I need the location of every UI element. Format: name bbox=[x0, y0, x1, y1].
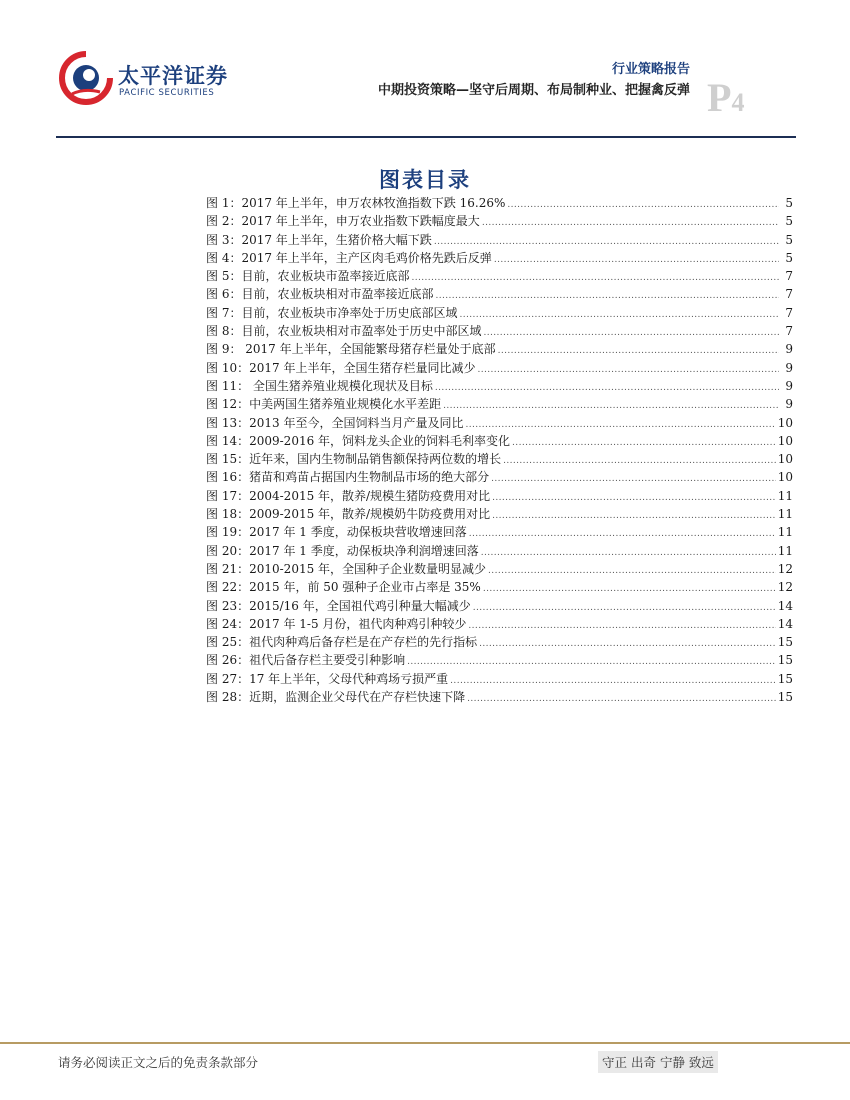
toc-entry-label: 图 24：2017 年 1-5 月份，祖代肉种鸡引种较少 bbox=[206, 616, 467, 631]
footer-divider bbox=[0, 1042, 850, 1044]
toc-entry-page: 11 bbox=[777, 543, 793, 558]
toc-entry-label: 图 8：目前，农业板块相对市盈率处于历史中部区域 bbox=[206, 324, 482, 339]
toc-dot-leader bbox=[494, 251, 779, 265]
brand-name-en: PACIFIC SECURITIES bbox=[119, 88, 215, 98]
toc-entry-label: 图 6：目前，农业板块相对市盈率接近底部 bbox=[206, 287, 434, 302]
toc-entry[interactable] bbox=[206, 285, 793, 303]
toc-entry-label: 图 22：2015 年，前 50 强种子企业市占率是 35% bbox=[206, 580, 481, 595]
toc-title: 图表目录 bbox=[379, 168, 471, 192]
toc-entry[interactable] bbox=[206, 231, 793, 249]
toc-entry-page: 10 bbox=[777, 415, 793, 430]
toc-entry-page: 15 bbox=[777, 690, 793, 705]
toc-entry-page: 11 bbox=[777, 525, 793, 540]
toc-entry-page: 9 bbox=[785, 397, 793, 412]
toc-entry-label: 图 20：2017 年 1 季度，动保板块净利润增速回落 bbox=[206, 543, 479, 558]
toc-dot-leader bbox=[492, 507, 776, 521]
pacific-securities-logo-icon bbox=[58, 48, 114, 106]
toc-entry-label: 图 18：2009-2015 年，散养/规模奶牛防疫费用对比 bbox=[206, 507, 491, 522]
toc-entry[interactable] bbox=[206, 194, 793, 212]
toc-dot-leader bbox=[507, 196, 779, 210]
toc-entry[interactable] bbox=[206, 395, 793, 413]
toc-entry-label: 图 3：2017 年上半年，生猪价格大幅下跌 bbox=[206, 232, 432, 247]
toc-entry-page: 15 bbox=[777, 671, 793, 686]
toc-entry[interactable] bbox=[206, 359, 793, 377]
toc-dot-leader bbox=[483, 580, 776, 594]
toc-entry-label: 图 1：2017 年上半年，申万农林牧渔指数下跌 16.26% bbox=[206, 196, 506, 210]
toc-dot-leader bbox=[488, 562, 776, 576]
toc-entry-page: 15 bbox=[777, 635, 793, 650]
toc-entry-label: 图 5：目前，农业板块市盈率接近底部 bbox=[206, 269, 410, 284]
brand-name-cn: 太平洋证券 bbox=[118, 64, 228, 88]
toc-entry-page: 11 bbox=[777, 507, 793, 522]
toc-entry[interactable] bbox=[206, 560, 793, 578]
toc-entry-page: 7 bbox=[785, 305, 793, 320]
toc-entry[interactable] bbox=[206, 615, 793, 633]
toc-entry-label: 图 7：目前，农业板块市净率处于历史底部区域 bbox=[206, 305, 458, 320]
toc-entry[interactable] bbox=[206, 651, 793, 669]
toc-dot-leader bbox=[477, 361, 779, 375]
toc-dot-leader bbox=[450, 672, 776, 686]
toc-entry[interactable] bbox=[206, 414, 793, 432]
toc-entry-page: 15 bbox=[777, 653, 793, 668]
header-divider bbox=[56, 136, 796, 138]
toc-entry[interactable] bbox=[206, 212, 793, 230]
toc-entry-label: 图 15：近年来，国内生物制品销售额保持两位数的增长 bbox=[206, 452, 502, 467]
toc-entry-page: 14 bbox=[777, 616, 793, 631]
page-number bbox=[707, 74, 744, 121]
toc-entry-label: 图 14：2009-2016 年，饲料龙头企业的饲料毛利率变化 bbox=[206, 433, 511, 448]
toc-entry-page: 5 bbox=[785, 250, 793, 265]
toc-dot-leader bbox=[459, 306, 779, 320]
toc-dot-leader bbox=[435, 379, 779, 393]
toc-dot-leader bbox=[407, 653, 776, 667]
toc-dot-leader bbox=[492, 489, 776, 503]
toc-entry-page: 9 bbox=[785, 360, 793, 375]
toc-dot-leader bbox=[435, 287, 779, 301]
toc-entry-label: 图 26：祖代后备存栏主要受引种影响 bbox=[206, 653, 406, 668]
toc-entry-label: 图 16：猪苗和鸡苗占据国内生物制品市场的绝大部分 bbox=[206, 470, 490, 485]
toc-entry-label: 图 17：2004-2015 年，散养/规模生猪防疫费用对比 bbox=[206, 488, 491, 503]
company-logo bbox=[58, 48, 228, 106]
toc-entry-label: 图 2：2017 年上半年，申万农业指数下跌幅度最大 bbox=[206, 214, 480, 229]
toc-entry-label: 图 25：祖代肉种鸡后备存栏是在产存栏的先行指标 bbox=[206, 635, 478, 650]
toc-entry[interactable] bbox=[206, 487, 793, 505]
toc-entry-label: 图 28：近期，监测企业父母代在产存栏快速下降 bbox=[206, 690, 466, 705]
toc-entry-label: 图 23：2015/16 年，全国祖代鸡引种量大幅减少 bbox=[206, 598, 471, 613]
toc-entry-label: 图 11： 全国生猪养殖业规模化现状及目标 bbox=[206, 378, 433, 393]
toc-entry[interactable] bbox=[206, 670, 793, 688]
toc-entry-page: 10 bbox=[777, 433, 793, 448]
report-title: 中期投资策略—坚守后周期、布局制种业、把握禽反弹 bbox=[377, 83, 690, 98]
toc-dot-leader bbox=[473, 599, 776, 613]
toc-entry[interactable] bbox=[206, 377, 793, 395]
toc-entry[interactable] bbox=[206, 523, 793, 541]
toc-entry[interactable] bbox=[206, 633, 793, 651]
toc-entry[interactable] bbox=[206, 578, 793, 596]
toc-entry[interactable] bbox=[206, 322, 793, 340]
toc-dot-leader bbox=[479, 635, 776, 649]
toc-dot-leader bbox=[469, 525, 776, 539]
toc-entry[interactable] bbox=[206, 542, 793, 560]
toc-dot-leader bbox=[443, 397, 779, 411]
toc-entry-page: 5 bbox=[785, 232, 793, 247]
toc-entry-page: 5 bbox=[785, 214, 793, 229]
page-letter: P bbox=[707, 75, 732, 120]
toc-entry[interactable] bbox=[206, 505, 793, 523]
toc-entry[interactable] bbox=[206, 468, 793, 486]
toc-entry[interactable] bbox=[206, 249, 793, 267]
toc-dot-leader bbox=[467, 690, 776, 704]
toc-entry-page: 7 bbox=[785, 269, 793, 284]
toc-entry-label: 图 10：2017 年上半年，全国生猪存栏量同比减少 bbox=[206, 360, 476, 375]
toc-dot-leader bbox=[411, 269, 779, 283]
figure-toc-list bbox=[206, 194, 793, 706]
toc-dot-leader bbox=[512, 434, 776, 448]
toc-entry-page: 7 bbox=[785, 324, 793, 339]
toc-entry-label: 图 4：2017 年上半年，主产区肉毛鸡价格先跌后反弹 bbox=[206, 250, 492, 265]
toc-entry-page: 7 bbox=[785, 287, 793, 302]
toc-entry-label: 图 27：17 年上半年，父母代种鸡场亏损严重 bbox=[206, 671, 449, 686]
toc-entry-page: 14 bbox=[777, 598, 793, 613]
toc-entry-page: 5 bbox=[785, 196, 793, 210]
toc-entry-label: 图 9： 2017 年上半年，全国能繁母猪存栏量处于底部 bbox=[206, 342, 496, 357]
page-digit: 4 bbox=[731, 88, 745, 117]
toc-dot-leader bbox=[491, 470, 776, 484]
toc-entry[interactable] bbox=[206, 267, 793, 285]
toc-entry-label: 图 12：中美两国生猪养殖业规模化水平差距 bbox=[206, 397, 442, 412]
footer-disclaimer: 请务必阅读正文之后的免责条款部分 bbox=[58, 1055, 259, 1070]
footer-motto: 守正 出奇 宁静 致远 bbox=[598, 1051, 718, 1073]
toc-dot-leader bbox=[503, 452, 776, 466]
toc-dot-leader bbox=[434, 233, 779, 247]
toc-entry[interactable] bbox=[206, 597, 793, 615]
toc-dot-leader bbox=[468, 617, 775, 631]
toc-entry-page: 9 bbox=[785, 378, 793, 393]
toc-dot-leader bbox=[465, 416, 775, 430]
toc-entry-label: 图 19：2017 年 1 季度，动保板块营收增速回落 bbox=[206, 525, 467, 540]
toc-dot-leader bbox=[483, 324, 779, 338]
toc-entry[interactable] bbox=[206, 450, 793, 468]
toc-entry[interactable] bbox=[206, 304, 793, 322]
toc-dot-leader bbox=[481, 544, 776, 558]
toc-entry-page: 9 bbox=[785, 342, 793, 357]
toc-entry-label: 图 21：2010-2015 年，全国种子企业数量明显减少 bbox=[206, 561, 487, 576]
toc-entry-page: 12 bbox=[777, 561, 793, 576]
toc-dot-leader bbox=[482, 214, 779, 228]
toc-dot-leader bbox=[498, 342, 779, 356]
toc-entry-page: 10 bbox=[777, 470, 793, 485]
toc-entry[interactable] bbox=[206, 432, 793, 450]
toc-entry-page: 11 bbox=[777, 488, 793, 503]
toc-entry[interactable] bbox=[206, 688, 793, 706]
toc-entry[interactable] bbox=[206, 340, 793, 358]
report-type: 行业策略报告 bbox=[611, 62, 690, 77]
toc-entry-page: 12 bbox=[777, 580, 793, 595]
toc-entry-page: 10 bbox=[777, 452, 793, 467]
toc-entry-label: 图 13：2013 年至今，全国饲料当月产量及同比 bbox=[206, 415, 464, 430]
